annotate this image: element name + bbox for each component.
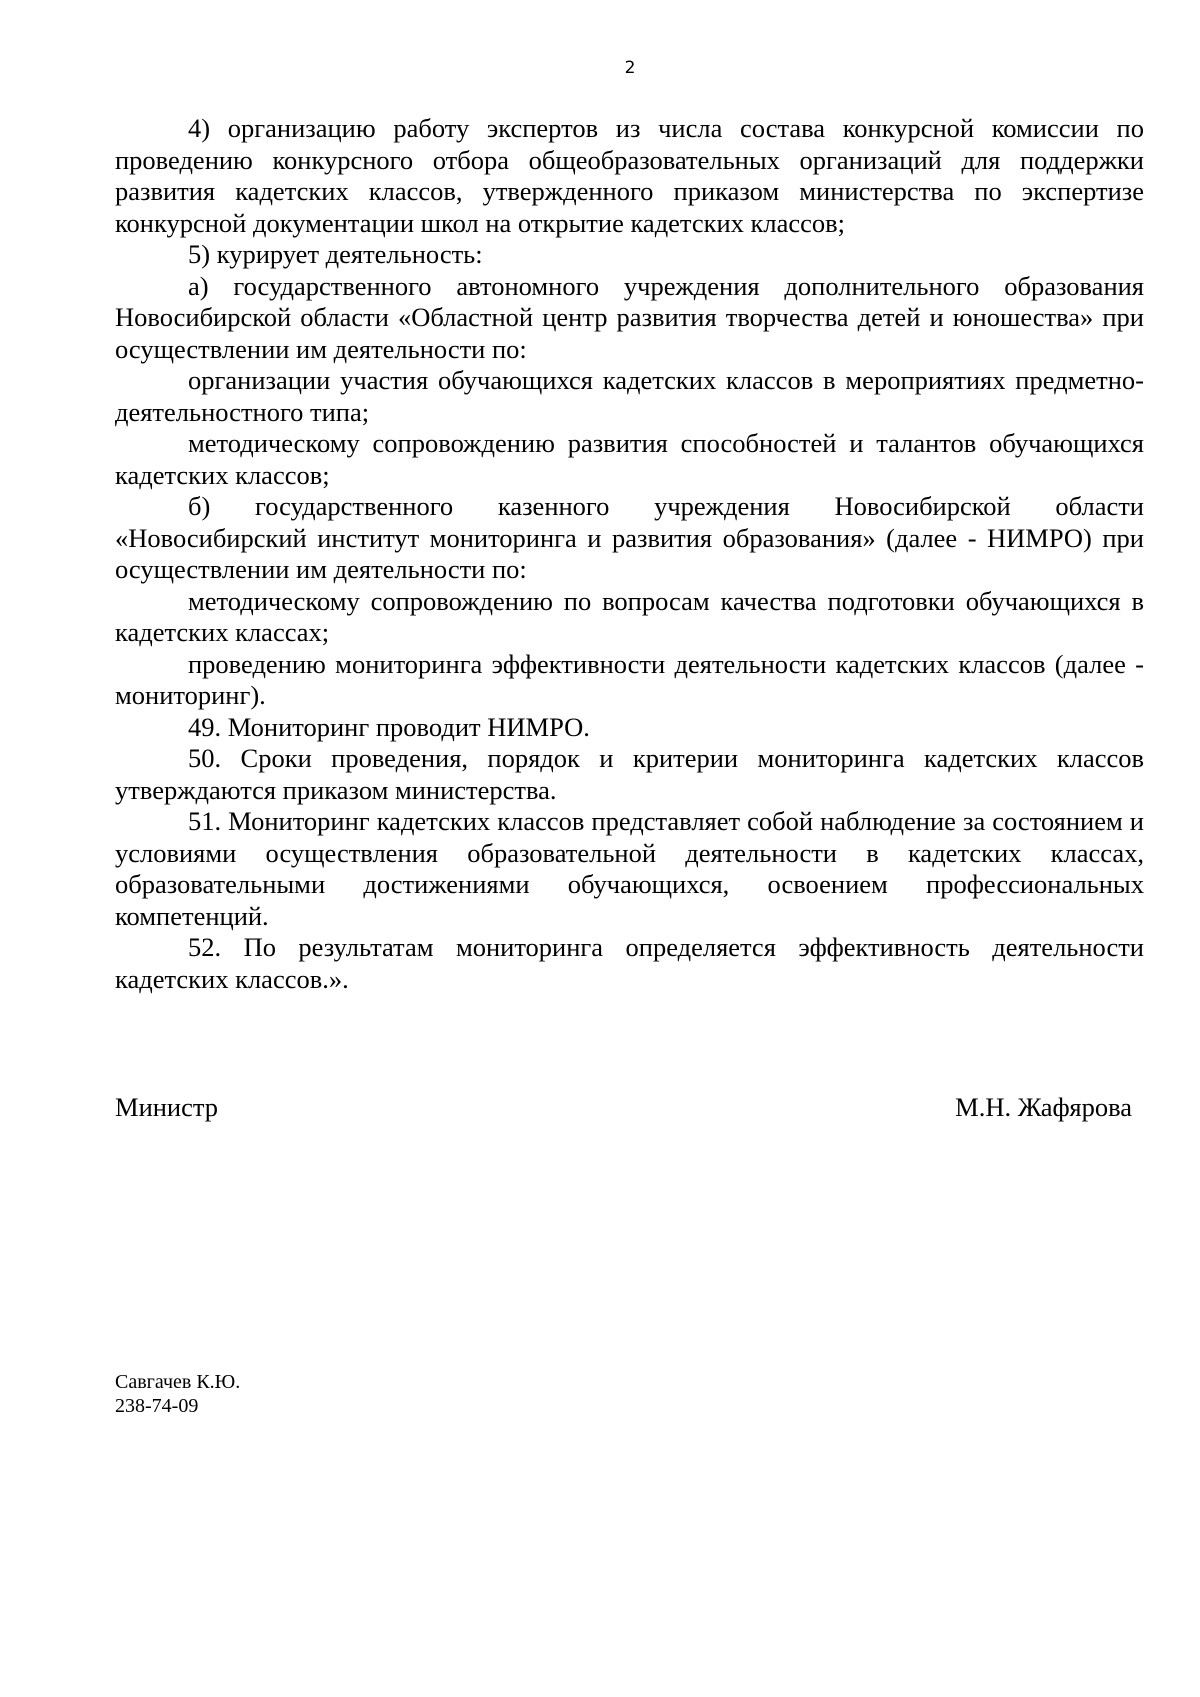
paragraph-subitem-b-line-1: методическому сопровождению по вопросам качества подготовки обучающихся в кадетских классах;: [115, 585, 1144, 647]
paragraph-subitem-a-line-2: методическому сопровождению развития способностей и талантов обучающихся кадетских классов;: [115, 428, 1144, 490]
paragraph-subitem-a: а) государственного автономного учреждения дополнительного образования Новосибирской области «Областной центр развития творчества детей и юношества» при осуществлении им деятельности по:: [115, 270, 1144, 364]
document-body: [115, 113, 1144, 995]
paragraph-52: 52. По результатам мониторинга определяется эффективность деятельности кадетских классов.».: [115, 932, 1144, 994]
signatory-role: Министр: [115, 1092, 219, 1122]
executor-phone: 238-74-09: [115, 1395, 199, 1417]
paragraph-item-4: 4) организацию работу экспертов из числа состава конкурсной комиссии по проведению конкурсного отбора общеобразовательных организаций для поддержки развития кадетских классов, утвержденного приказом министерства по экспертизе конкурсной документации школ на открытие кадетских классов;: [115, 113, 1144, 238]
paragraph-49: 49. Мониторинг проводит НИМРО.: [188, 711, 590, 742]
paragraph-item-5: 5) курирует деятельность:: [188, 239, 483, 269]
paragraph-51: 51. Мониторинг кадетских классов представляет собой наблюдение за состоянием и условиями осуществления образовательной деятельности в кадетских классах, образовательными достижениями обучающихся, освоением профессиональных компетенций.: [115, 806, 1144, 931]
paragraph-50: 50. Сроки проведения, порядок и критерии мониторинга кадетских классов утверждаются приказом министерства.: [115, 743, 1144, 805]
paragraph-subitem-b: б) государственного казенного учреждения Новосибирской области «Новосибирский институт мониторинга и развития образования» (далее - НИМРО) при осуществлении им деятельности по:: [115, 491, 1144, 584]
page-number: 2: [624, 58, 636, 78]
signatory-name: М.Н. Жафярова: [955, 1092, 1132, 1122]
executor-block: [115, 1370, 240, 1418]
executor-name: Савгачев К.Ю.: [115, 1371, 241, 1393]
paragraph-subitem-b-line-2: проведению мониторинга эффективности деятельности кадетских классов (далее - мониторинг).: [115, 648, 1144, 710]
paragraph-subitem-a-line-1: организации участия обучающихся кадетских классов в мероприятиях предметно-деятельностного типа;: [115, 365, 1144, 427]
